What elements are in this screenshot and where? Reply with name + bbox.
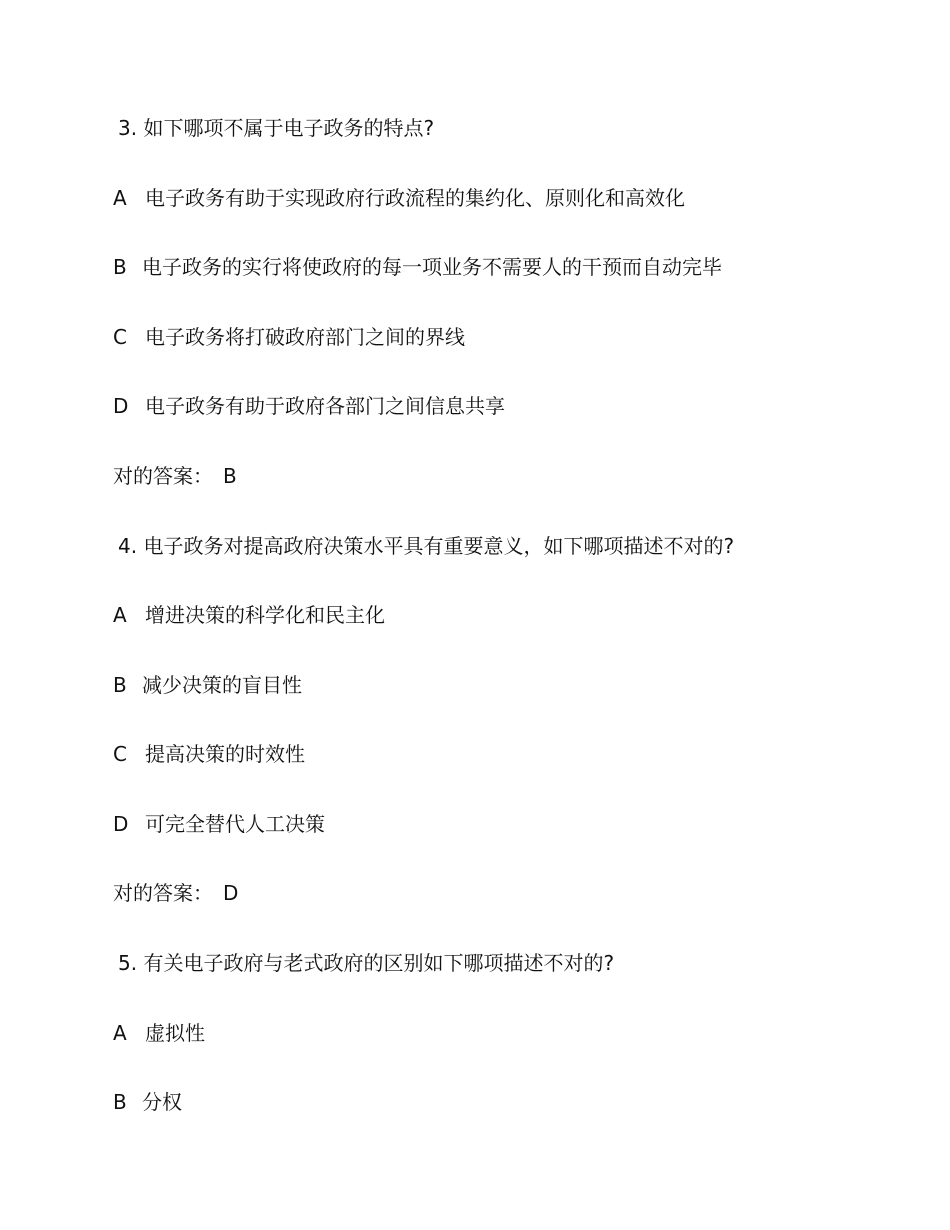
option-letter: B — [113, 1090, 127, 1114]
question-5-option-b — [113, 1089, 182, 1115]
option-letter: B — [113, 255, 127, 279]
option-text: 减少决策的盲目性 — [142, 673, 302, 697]
option-text: 电子政务将打破政府部门之间的界线 — [145, 325, 465, 349]
option-text: 提高决策的时效性 — [145, 742, 305, 766]
option-letter: A — [113, 1021, 127, 1045]
answer-value: D — [223, 881, 239, 905]
question-3-option-c — [113, 324, 465, 350]
option-text: 可完全替代人工决策 — [145, 812, 325, 836]
option-text: 电子政务的实行将使政府的每一项业务不需要人的干预而自动完毕 — [142, 255, 722, 279]
option-letter: C — [113, 742, 127, 766]
question-3-option-d — [113, 393, 505, 419]
option-letter: A — [113, 603, 127, 627]
question-5-option-a — [113, 1020, 205, 1046]
answer-value: B — [223, 464, 237, 488]
option-text: 虚拟性 — [145, 1021, 205, 1045]
option-text: 电子政务有助于实现政府行政流程的集约化、原则化和高效化 — [145, 186, 685, 210]
answer-label: 对的答案： — [113, 464, 213, 488]
option-letter: D — [113, 812, 129, 836]
option-letter: A — [113, 186, 127, 210]
question-4-answer — [113, 880, 238, 906]
option-text: 电子政务有助于政府各部门之间信息共享 — [145, 394, 505, 418]
question-4-option-b — [113, 672, 302, 698]
question-4-option-a — [113, 602, 385, 628]
question-4-option-c — [113, 741, 305, 767]
option-text: 分权 — [142, 1090, 182, 1114]
question-4-option-d — [113, 811, 325, 837]
question-3-option-a — [113, 185, 685, 211]
question-3-title: 3. 如下哪项不属于电子政务的特点? — [118, 116, 435, 140]
option-letter: B — [113, 673, 127, 697]
option-letter: D — [113, 394, 129, 418]
option-letter: C — [113, 325, 127, 349]
question-3-option-b — [113, 254, 722, 280]
question-5-title: 5. 有关电子政府与老式政府的区别如下哪项描述不对的? — [118, 951, 615, 975]
answer-label: 对的答案： — [113, 881, 213, 905]
question-3-answer — [113, 463, 237, 489]
option-text: 增进决策的科学化和民主化 — [145, 603, 385, 627]
question-4-title: 4. 电子政务对提高政府决策水平具有重要意义，如下哪项描述不对的? — [118, 534, 735, 558]
